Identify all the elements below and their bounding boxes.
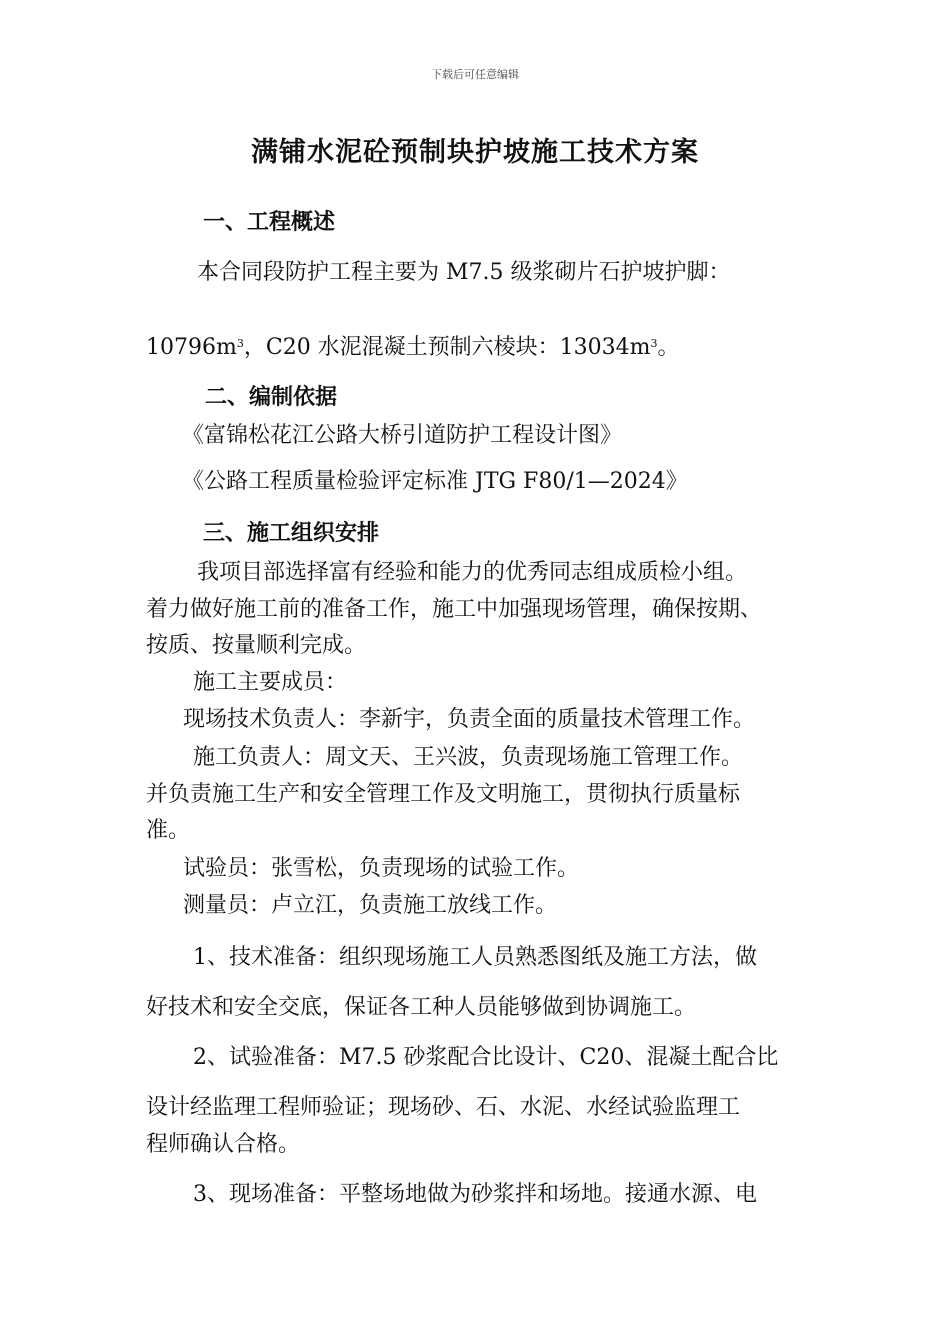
member-item: 准。 <box>146 818 191 843</box>
section-1-heading: 一、工程概述 <box>203 210 336 235</box>
paragraph-line: 着力做好施工前的准备工作，施工中加强现场管理，确保按期、 <box>146 597 763 622</box>
prep-item-line: 设计经监理工程师验证；现场砂、石、水泥、水经试验监理工 <box>146 1095 741 1120</box>
member-item: 现场技术负责人：李新宇，负责全面的质量技术管理工作。 <box>183 707 756 732</box>
section-3-heading: 三、施工组织安排 <box>203 521 380 546</box>
reference-item: 《公路工程质量检验评定标准 JTG F80/1—2024》 <box>182 469 688 494</box>
prep-item-line: 2、试验准备：M7.5 砂浆配合比设计、C20、混凝土配合比 <box>193 1045 779 1070</box>
prep-item-line: 好技术和安全交底，保证各工种人员能够做到协调施工。 <box>146 995 697 1020</box>
page-header: 下载后可任意编辑 <box>431 68 519 81</box>
section-2-heading: 二、编制依据 <box>205 385 338 410</box>
member-item: 施工负责人：周文天、王兴波，负责现场施工管理工作。 <box>193 745 744 770</box>
paragraph-line: 我项目部选择富有经验和能力的优秀同志组成质检小组。 <box>197 560 748 585</box>
member-item: 测量员：卢立江，负责施工放线工作。 <box>183 893 558 918</box>
reference-item: 《富锦松花江公路大桥引道防护工程设计图》 <box>182 423 623 448</box>
prep-item-line: 3、现场准备：平整场地做为砂浆拌和场地。接通水源、电 <box>193 1182 757 1207</box>
superscript: 3 <box>236 337 244 350</box>
member-item: 试验员：张雪松，负责现场的试验工作。 <box>183 856 580 881</box>
prep-item-line: 1、技术准备：组织现场施工人员熟悉图纸及施工方法，做 <box>193 945 757 970</box>
superscript: 3 <box>650 337 658 350</box>
member-item: 并负责施工生产和安全管理工作及文明施工，贯彻执行质量标 <box>146 782 741 807</box>
prep-item-line: 程师确认合格。 <box>146 1132 301 1157</box>
section-1-paragraph-line <box>146 333 680 363</box>
text-fragment: ，C20 水泥混凝土预制六棱块：13034m <box>243 335 651 360</box>
section-1-paragraph-line: 本合同段防护工程主要为 M7.5 级浆砌片石护坡护脚： <box>197 260 731 285</box>
document-title: 满铺水泥砼预制块护坡施工技术方案 <box>251 137 699 168</box>
members-title: 施工主要成员： <box>193 670 348 695</box>
text-fragment: 。 <box>657 335 680 360</box>
quantity-value: 10796m <box>146 335 237 360</box>
paragraph-line: 按质、按量顺利完成。 <box>146 633 367 658</box>
